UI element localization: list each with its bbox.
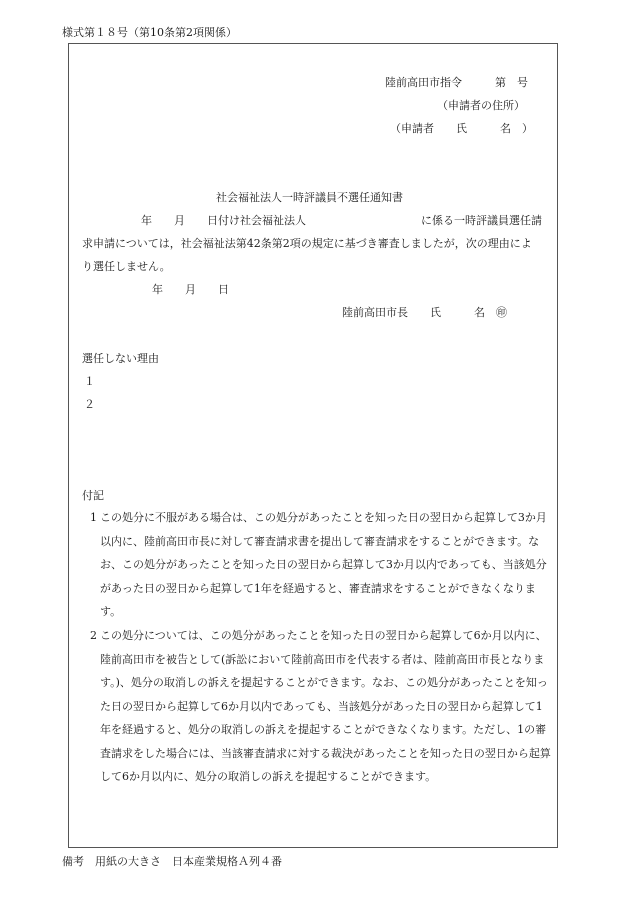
note-number: 1 (90, 511, 97, 524)
intro-line-1b: に係る一時評議員選任請 (421, 214, 542, 227)
intro-line-1a: 年 月 日付け社会福祉法人 (141, 214, 306, 227)
signer-line: 陸前高田市長 氏 名 ㊞ (342, 306, 507, 319)
note-text: この処分に不服がある場合は、この処分があったことを知った日の翌日から起算して3か月以内に、陸前高田市長に対して審査請求書を提出して審査請求をすることができます。なお、この処分があったことを知った日の翌日から起算して3か月以内であっても、当該処分があった日の翌日から起算して1年を経過すると、審査請求をすることができなくなります。 (100, 511, 547, 618)
applicant-name: （申請者 氏 名 ） (390, 122, 533, 135)
note-number: 2 (90, 629, 97, 642)
document-title: 社会福祉法人一時評議員不選任通知書 (216, 191, 403, 204)
reason-item-1: １ (84, 375, 95, 388)
intro-line-2: 求申請については，社会福祉法第42条第2項の規定に基づき審査しましたが，次の理由によ (82, 237, 532, 250)
notes-heading: 付記 (82, 489, 104, 502)
form-label: 様式第１８号（第10条第2項関係） (62, 26, 237, 39)
footer-note: 備考 用紙の大きさ 日本産業規格Ａ列４番 (62, 855, 282, 868)
applicant-address: （申請者の住所） (437, 99, 525, 112)
date-line: 年 月 日 (152, 283, 229, 296)
note-text: この処分については、この処分があったことを知った日の翌日から起算して6か月以内に、陸前高田市を被告として(訴訟において陸前高田市を代表する者は、陸前高田市長となります。)、処分の取消しの訴えを提起することができます。なお、この処分があったことを知った日の翌日から起算して6か月以内であっても、当該処分があった日の翌日から起算して1年を経過すると、処分の取消しの訴えを提起することができなくなります。ただし、1の審査請求をした場合には、当該審査請求に対する裁決があったことを知った日の翌日から起算して6か月以内に、処分の取消しの訴えを提起することができます。 (100, 629, 551, 783)
issuer-number: 陸前高田市指令 第 号 (385, 76, 528, 89)
note-item-2 (82, 624, 552, 789)
intro-line-3: り選任しません。 (82, 260, 171, 273)
note-item-1 (82, 506, 552, 624)
reasons-heading: 選任しない理由 (82, 352, 159, 365)
reason-item-2: ２ (84, 398, 95, 411)
